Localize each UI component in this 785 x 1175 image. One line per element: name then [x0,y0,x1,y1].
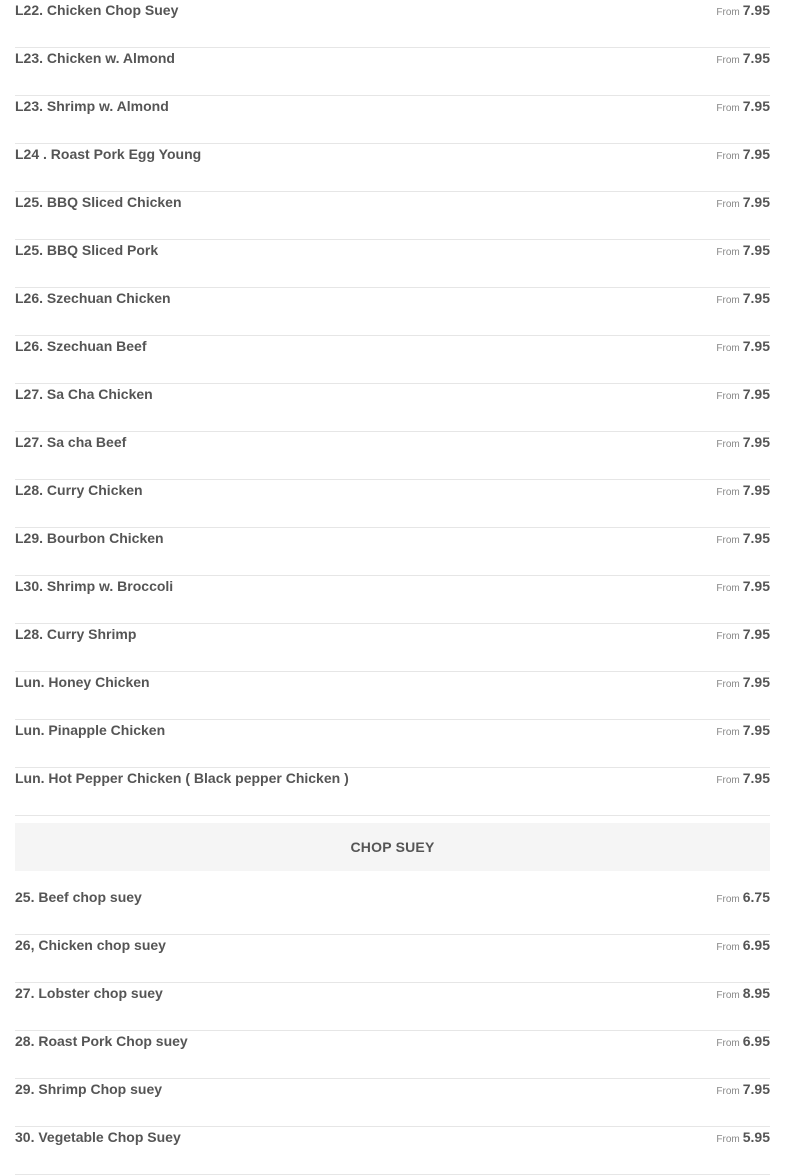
menu-item-price [716,528,770,550]
price-amount: 6.95 [742,937,770,953]
menu-item[interactable] [15,480,770,528]
price-amount: 7.95 [742,434,770,450]
price-from-label: From [716,343,740,354]
menu-item-price [716,768,770,790]
menu-item[interactable] [15,0,770,48]
menu-item-name: 29. Shrimp Chop suey [15,1081,163,1097]
section-header-chop-suey: CHOP SUEY [15,823,770,871]
price-amount: 7.95 [742,194,770,210]
menu-item-name: L22. Chicken Chop Suey [15,2,179,18]
price-from-label: From [716,1086,740,1097]
price-from-label: From [716,894,740,905]
chop-suey-items-list [15,887,770,1175]
menu-item-price [716,336,770,358]
menu-item-price [716,48,770,70]
price-amount: 7.95 [742,722,770,738]
menu-item-price [716,1031,770,1053]
menu-item-name: L28. Curry Shrimp [15,626,137,642]
menu-item-name: L23. Chicken w. Almond [15,50,175,66]
menu-item-price [716,887,770,909]
menu-item[interactable] [15,1031,770,1079]
price-amount: 7.95 [742,386,770,402]
menu-item-name: Lun. Pinapple Chicken [15,722,166,738]
menu-item[interactable] [15,336,770,384]
price-amount: 7.95 [742,530,770,546]
menu-item-price [716,1127,770,1149]
menu-item-name: 26, Chicken chop suey [15,937,166,953]
menu-item-price [716,96,770,118]
price-from-label: From [716,1134,740,1145]
price-amount: 7.95 [742,674,770,690]
price-from-label: From [716,391,740,402]
menu-item-name: 25. Beef chop suey [15,889,142,905]
menu-item-price [716,0,770,22]
price-from-label: From [716,295,740,306]
price-from-label: From [716,247,740,258]
menu-item-price [716,432,770,454]
menu-item-name: L24 . Roast Pork Egg Young [15,146,202,162]
price-from-label: From [716,151,740,162]
menu-item-price [716,935,770,957]
price-from-label: From [716,583,740,594]
menu-item-name: 28. Roast Pork Chop suey [15,1033,188,1049]
menu-item[interactable] [15,1079,770,1127]
menu-item[interactable] [15,288,770,336]
menu-item-price [716,576,770,598]
menu-item-price [716,288,770,310]
menu-item[interactable] [15,1127,770,1175]
price-from-label: From [716,55,740,66]
price-from-label: From [716,942,740,953]
price-amount: 7.95 [742,338,770,354]
menu-item-name: Lun. Honey Chicken [15,674,150,690]
price-from-label: From [716,1038,740,1049]
price-amount: 7.95 [742,1081,770,1097]
menu-item-name: L25. BBQ Sliced Pork [15,242,159,258]
menu-item-price [716,672,770,694]
menu-item[interactable] [15,887,770,935]
menu-item-name: L29. Bourbon Chicken [15,530,164,546]
price-from-label: From [716,631,740,642]
menu-item[interactable] [15,768,770,816]
menu-item-name: Lun. Hot Pepper Chicken ( Black pepper Chicken ) [15,770,349,786]
menu-item-name: L26. Szechuan Beef [15,338,147,354]
menu-item[interactable] [15,935,770,983]
price-amount: 7.95 [742,770,770,786]
menu-item-name: L26. Szechuan Chicken [15,290,171,306]
menu-item[interactable] [15,624,770,672]
menu-item-price [716,384,770,406]
price-amount: 5.95 [742,1129,770,1145]
price-amount: 7.95 [742,578,770,594]
menu-item[interactable] [15,192,770,240]
price-from-label: From [716,990,740,1001]
menu-item-price [716,144,770,166]
menu-item[interactable] [15,48,770,96]
menu-item[interactable] [15,672,770,720]
price-amount: 7.95 [742,146,770,162]
menu-item[interactable] [15,983,770,1031]
price-amount: 7.95 [742,482,770,498]
price-amount: 7.95 [742,2,770,18]
menu-item[interactable] [15,432,770,480]
menu-item-name: L25. BBQ Sliced Chicken [15,194,182,210]
menu-item-price [716,1079,770,1101]
price-from-label: From [716,199,740,210]
menu-item-price [716,240,770,262]
price-from-label: From [716,535,740,546]
menu-item-price [716,720,770,742]
price-from-label: From [716,7,740,18]
menu-item[interactable] [15,576,770,624]
menu-item[interactable] [15,96,770,144]
menu-item[interactable] [15,720,770,768]
price-amount: 7.95 [742,242,770,258]
price-from-label: From [716,775,740,786]
menu-list [15,0,770,1175]
menu-item[interactable] [15,144,770,192]
price-amount: 7.95 [742,290,770,306]
menu-item-name: 27. Lobster chop suey [15,985,163,1001]
price-from-label: From [716,679,740,690]
menu-item-name: L27. Sa Cha Chicken [15,386,153,402]
price-amount: 6.95 [742,1033,770,1049]
menu-item-name: L28. Curry Chicken [15,482,143,498]
price-from-label: From [716,103,740,114]
menu-item-name: L23. Shrimp w. Almond [15,98,169,114]
menu-item-price [716,624,770,646]
menu-item-price [716,192,770,214]
price-amount: 7.95 [742,50,770,66]
menu-item-name: L27. Sa cha Beef [15,434,127,450]
price-amount: 8.95 [742,985,770,1001]
menu-item-name: 30. Vegetable Chop Suey [15,1129,181,1145]
menu-item-name: L30. Shrimp w. Broccoli [15,578,174,594]
price-amount: 6.75 [742,889,770,905]
menu-item[interactable] [15,384,770,432]
menu-item-price [716,480,770,502]
price-from-label: From [716,439,740,450]
menu-item[interactable] [15,240,770,288]
price-amount: 7.95 [742,98,770,114]
menu-item-price [716,983,770,1005]
price-from-label: From [716,727,740,738]
menu-item[interactable] [15,528,770,576]
price-from-label: From [716,487,740,498]
price-amount: 7.95 [742,626,770,642]
lunch-items-list [15,0,770,816]
